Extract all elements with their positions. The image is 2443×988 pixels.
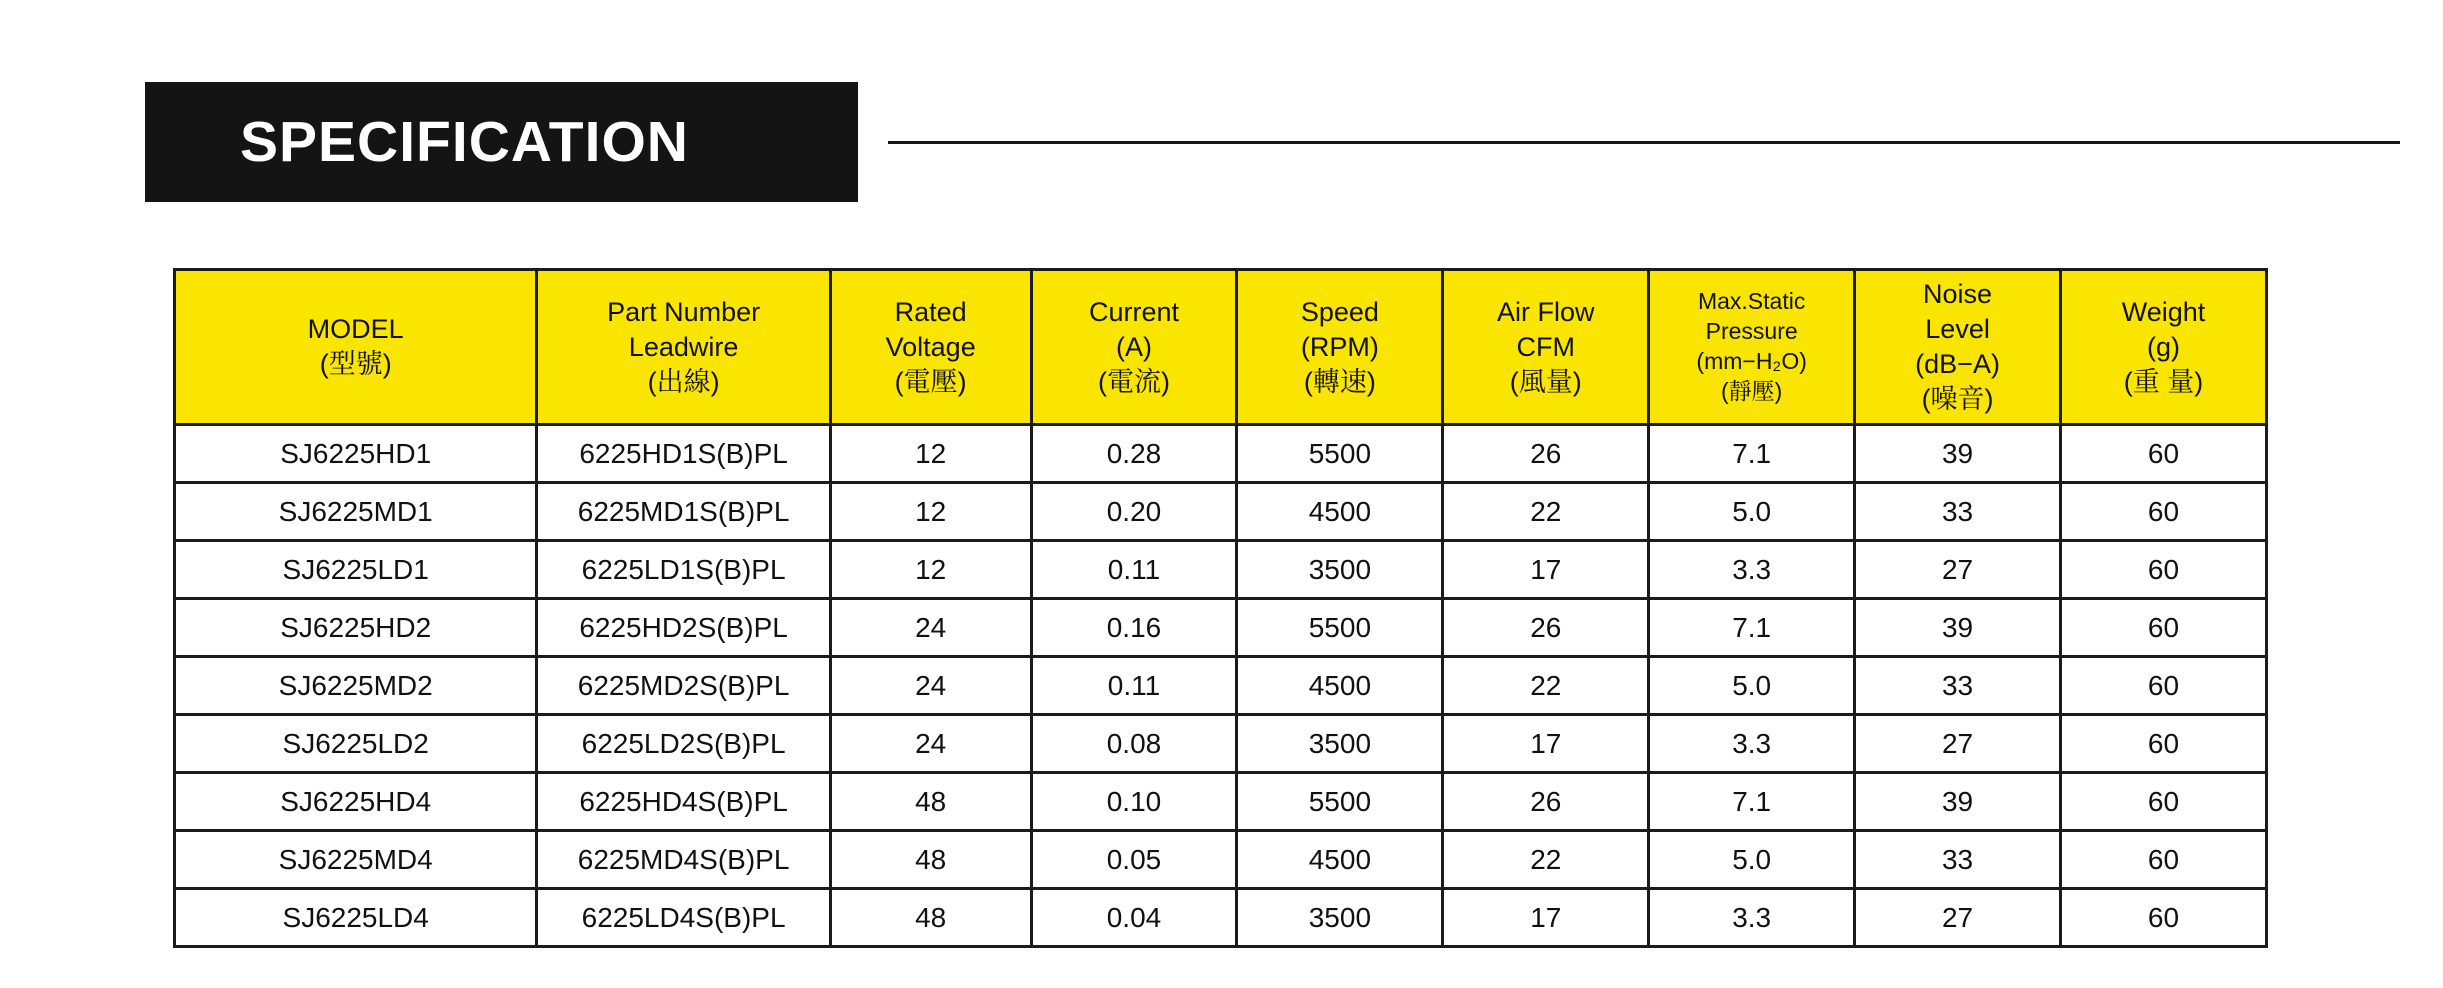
cell-max-static-pressure: 3.3 [1649,715,1855,773]
column-header-part-number [537,270,830,425]
cell-model: SJ6225MD2 [175,657,537,715]
cell-max-static-pressure: 3.3 [1649,889,1855,947]
table-row [175,425,2267,483]
header-line: (風量) [1509,366,1582,397]
column-header-rated-voltage [830,270,1031,425]
header-line: (A) [1115,331,1152,362]
cell-noise-level: 33 [1855,483,2061,541]
table-row [175,715,2267,773]
cell-current: 0.04 [1031,889,1237,947]
cell-speed: 5500 [1237,425,1443,483]
cell-rated-voltage: 12 [830,425,1031,483]
cell-part-number: 6225LD1S(B)PL [537,541,830,599]
column-header-current [1031,270,1237,425]
header-line: (噪音) [1921,384,1994,415]
cell-current: 0.10 [1031,773,1237,831]
cell-model: SJ6225HD1 [175,425,537,483]
cell-air-flow: 26 [1443,425,1649,483]
cell-weight: 60 [2061,657,2267,715]
cell-rated-voltage: 48 [830,831,1031,889]
header-line: (電壓) [894,366,967,397]
cell-speed: 5500 [1237,773,1443,831]
cell-model: SJ6225LD4 [175,889,537,947]
cell-noise-level: 33 [1855,831,2061,889]
cell-speed: 3500 [1237,541,1443,599]
header-line: (dB−A) [1915,349,2000,380]
cell-part-number: 6225MD4S(B)PL [537,831,830,889]
cell-rated-voltage: 12 [830,541,1031,599]
header-line: Weight [2121,296,2206,327]
page-title: SPECIFICATION [240,110,689,174]
cell-air-flow: 17 [1443,715,1649,773]
cell-noise-level: 39 [1855,773,2061,831]
table-row [175,657,2267,715]
cell-weight: 60 [2061,715,2267,773]
cell-weight: 60 [2061,773,2267,831]
cell-rated-voltage: 12 [830,483,1031,541]
specification-table-wrapper [173,268,2268,948]
header-line: (出線) [647,366,720,397]
table-row [175,773,2267,831]
cell-part-number: 6225LD2S(B)PL [537,715,830,773]
cell-air-flow: 22 [1443,831,1649,889]
cell-noise-level: 39 [1855,425,2061,483]
column-header-max-static-pressure [1649,270,1855,425]
column-header-air-flow [1443,270,1649,425]
cell-part-number: 6225LD4S(B)PL [537,889,830,947]
table-row [175,831,2267,889]
column-header-weight [2061,270,2267,425]
cell-weight: 60 [2061,599,2267,657]
cell-part-number: 6225MD2S(B)PL [537,657,830,715]
header-line: (mm−H₂O) [1696,348,1807,375]
specification-badge [145,82,858,202]
cell-model: SJ6225HD2 [175,599,537,657]
cell-air-flow: 17 [1443,541,1649,599]
cell-rated-voltage: 24 [830,599,1031,657]
header-line: Air Flow [1497,296,1595,327]
table-row [175,889,2267,947]
cell-weight: 60 [2061,831,2267,889]
header-line: Part Number [607,296,761,327]
cell-current: 0.28 [1031,425,1237,483]
header-line: CFM [1516,331,1576,362]
header-line: MODEL [307,314,404,345]
cell-current: 0.05 [1031,831,1237,889]
cell-air-flow: 26 [1443,773,1649,831]
cell-max-static-pressure: 5.0 [1649,831,1855,889]
cell-current: 0.16 [1031,599,1237,657]
cell-max-static-pressure: 7.1 [1649,599,1855,657]
header-line: (轉速) [1303,366,1376,397]
header-line: (RPM) [1300,331,1379,362]
cell-rated-voltage: 24 [830,715,1031,773]
cell-speed: 5500 [1237,599,1443,657]
header-line: (靜壓) [1721,378,1783,405]
header-line: (電流) [1098,366,1170,397]
cell-air-flow: 17 [1443,889,1649,947]
cell-air-flow: 22 [1443,657,1649,715]
cell-speed: 3500 [1237,889,1443,947]
header-line: Speed [1300,296,1379,327]
header-line: Noise [1923,279,1993,309]
header-line: Pressure [1705,318,1798,345]
column-header-speed [1237,270,1443,425]
header-line: Current [1088,296,1179,327]
cell-part-number: 6225HD2S(B)PL [537,599,830,657]
cell-noise-level: 27 [1855,541,2061,599]
header-line: Voltage [885,331,976,362]
cell-model: SJ6225HD4 [175,773,537,831]
cell-current: 0.20 [1031,483,1237,541]
header-line: (型號) [319,349,392,380]
header-line: (重 量) [2123,366,2204,397]
cell-max-static-pressure: 7.1 [1649,773,1855,831]
column-header-model [175,270,537,425]
cell-model: SJ6225LD1 [175,541,537,599]
specification-table [173,268,2268,948]
cell-rated-voltage: 24 [830,657,1031,715]
cell-weight: 60 [2061,483,2267,541]
cell-current: 0.11 [1031,541,1237,599]
cell-air-flow: 26 [1443,599,1649,657]
column-header-noise-level [1855,270,2061,425]
header-line: Leadwire [628,331,739,362]
table-row [175,483,2267,541]
cell-weight: 60 [2061,425,2267,483]
cell-weight: 60 [2061,541,2267,599]
header-line: Level [1925,314,1990,345]
cell-model: SJ6225MD4 [175,831,537,889]
header-line: Max.Static [1697,288,1806,315]
specification-header [0,82,2443,202]
cell-rated-voltage: 48 [830,773,1031,831]
cell-part-number: 6225HD4S(B)PL [537,773,830,831]
cell-noise-level: 39 [1855,599,2061,657]
cell-noise-level: 27 [1855,889,2061,947]
cell-current: 0.11 [1031,657,1237,715]
table-row [175,599,2267,657]
header-line: (g) [2147,331,2180,362]
cell-speed: 4500 [1237,831,1443,889]
cell-noise-level: 27 [1855,715,2061,773]
cell-max-static-pressure: 5.0 [1649,657,1855,715]
table-header-row [175,270,2267,425]
cell-noise-level: 33 [1855,657,2061,715]
cell-air-flow: 22 [1443,483,1649,541]
cell-current: 0.08 [1031,715,1237,773]
cell-weight: 60 [2061,889,2267,947]
cell-max-static-pressure: 7.1 [1649,425,1855,483]
cell-max-static-pressure: 3.3 [1649,541,1855,599]
table-row [175,541,2267,599]
cell-speed: 4500 [1237,657,1443,715]
cell-model: SJ6225LD2 [175,715,537,773]
cell-max-static-pressure: 5.0 [1649,483,1855,541]
cell-speed: 3500 [1237,715,1443,773]
cell-model: SJ6225MD1 [175,483,537,541]
cell-part-number: 6225HD1S(B)PL [537,425,830,483]
cell-speed: 4500 [1237,483,1443,541]
cell-part-number: 6225MD1S(B)PL [537,483,830,541]
cell-rated-voltage: 48 [830,889,1031,947]
header-divider [888,141,2400,144]
header-line: Rated [894,296,967,327]
